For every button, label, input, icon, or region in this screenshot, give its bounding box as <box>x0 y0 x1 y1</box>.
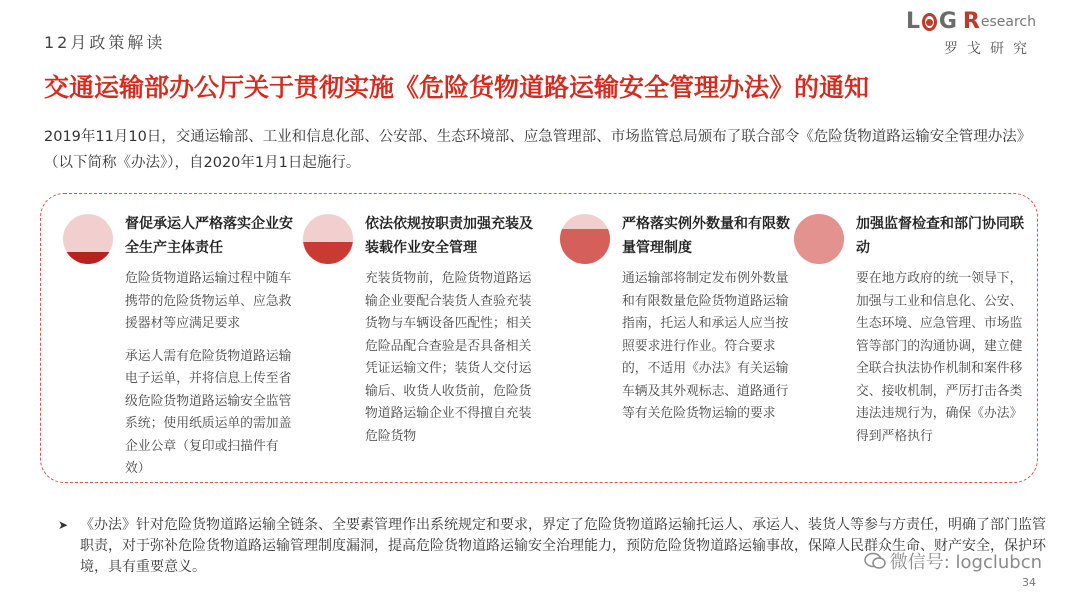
policy-panel <box>40 193 1038 483</box>
policy-column-4 <box>794 210 1026 458</box>
policy-column-3 <box>560 210 792 436</box>
policy-column-1 <box>63 210 295 491</box>
policy-column-2 <box>303 210 535 458</box>
column-paragraph: 充装货物前，危险货物道路运输企业要配合装货人查验充装货物与车辆设备匹配性；相关危险品配合查验是否具备相关凭证运输文件；装货人交付运输后、收货人收货前，危险货物道路运输企业不得擅自充装危险货物 <box>365 271 532 444</box>
wechat-icon <box>864 552 886 570</box>
column-paragraph: 危险货物道路运输过程中随车携带的危险货物运单、应急救援器材等应满足要求 <box>125 271 292 331</box>
page-title: 交通运输部办公厅关于贯彻实施《危险货物道路运输安全管理办法》的通知 <box>44 73 870 102</box>
logo-letter-r: R <box>962 9 980 34</box>
column-title: 严格落实例外数量和有限数量管理制度 <box>622 216 790 256</box>
logo <box>906 10 1036 62</box>
column-title: 督促承运人严格落实企业安全生产主体责任 <box>125 216 293 256</box>
column-paragraph: 承运人需有危险货物道路运输电子运单，并将信息上传至省级危险货物道路运输安全监管系统；使用纸质运单的需加盖企业公章（复印或扫描件有效） <box>125 348 292 476</box>
wechat-watermark <box>864 548 1042 574</box>
logo-letter-l: L <box>906 9 921 34</box>
logo-letter-g: G <box>938 9 957 34</box>
logo-chinese: 罗戈研究 <box>944 41 1036 57</box>
column-paragraph: 要在地方政府的统一领导下，加强与工业和信息化、公安、生态环境、应急管理、市场监管等部门的沟通协调，建立健全联合执法协作机制和案件移交、接收机制，严厉打击各类违法违规行为，确保《办法》得到严格执行 <box>856 271 1023 444</box>
fill-circle-icon <box>303 214 353 264</box>
fill-circle-icon <box>794 214 844 264</box>
section-label: 12月政策解读 <box>44 33 166 52</box>
column-title: 依法依规按职责加强充装及装载作业安全管理 <box>365 216 533 256</box>
target-icon <box>922 13 937 31</box>
fill-circle-icon <box>560 214 610 264</box>
column-title: 加强监督检查和部门协同联动 <box>856 216 1024 256</box>
intro-paragraph: 2019年11月10日，交通运输部、工业和信息化部、公安部、生态环境部、应急管理部、市场监管总局颁布了联合部令《危险货物道路运输安全管理办法》（以下简称《办法》），自2020年1月1日起施行。 <box>44 129 1032 171</box>
column-paragraph: 通运输部将制定发布例外数量和有限数量危险货物道路运输指南，托运人和承运人应当按照要求进行作业。符合要求的，不适用《办法》有关运输车辆及其外观标志、道路通行等有关危险货物运输的要求 <box>622 271 789 421</box>
watermark-text: 微信号: logclubcn <box>889 552 1042 573</box>
logo-research: esearch <box>980 14 1036 30</box>
page-number: 34 <box>1022 576 1036 589</box>
fill-circle-icon <box>63 214 113 264</box>
arrow-bullet-icon: ➤ <box>58 518 69 532</box>
conclusion-text: 《办法》针对危险货物道路运输全链条、全要素管理作出系统规定和要求，界定了危险货物道路运输托运人、承运人、装货人等参与方责任，明确了部门监管职责，对于弥补危险货物道路运输管理制度漏洞，提高危险货物道路运输安全治理能力，预防危险货物道路运输事故，保障人民群众生命、财产安全，保护环境，具有重要意义。 <box>80 517 1046 575</box>
